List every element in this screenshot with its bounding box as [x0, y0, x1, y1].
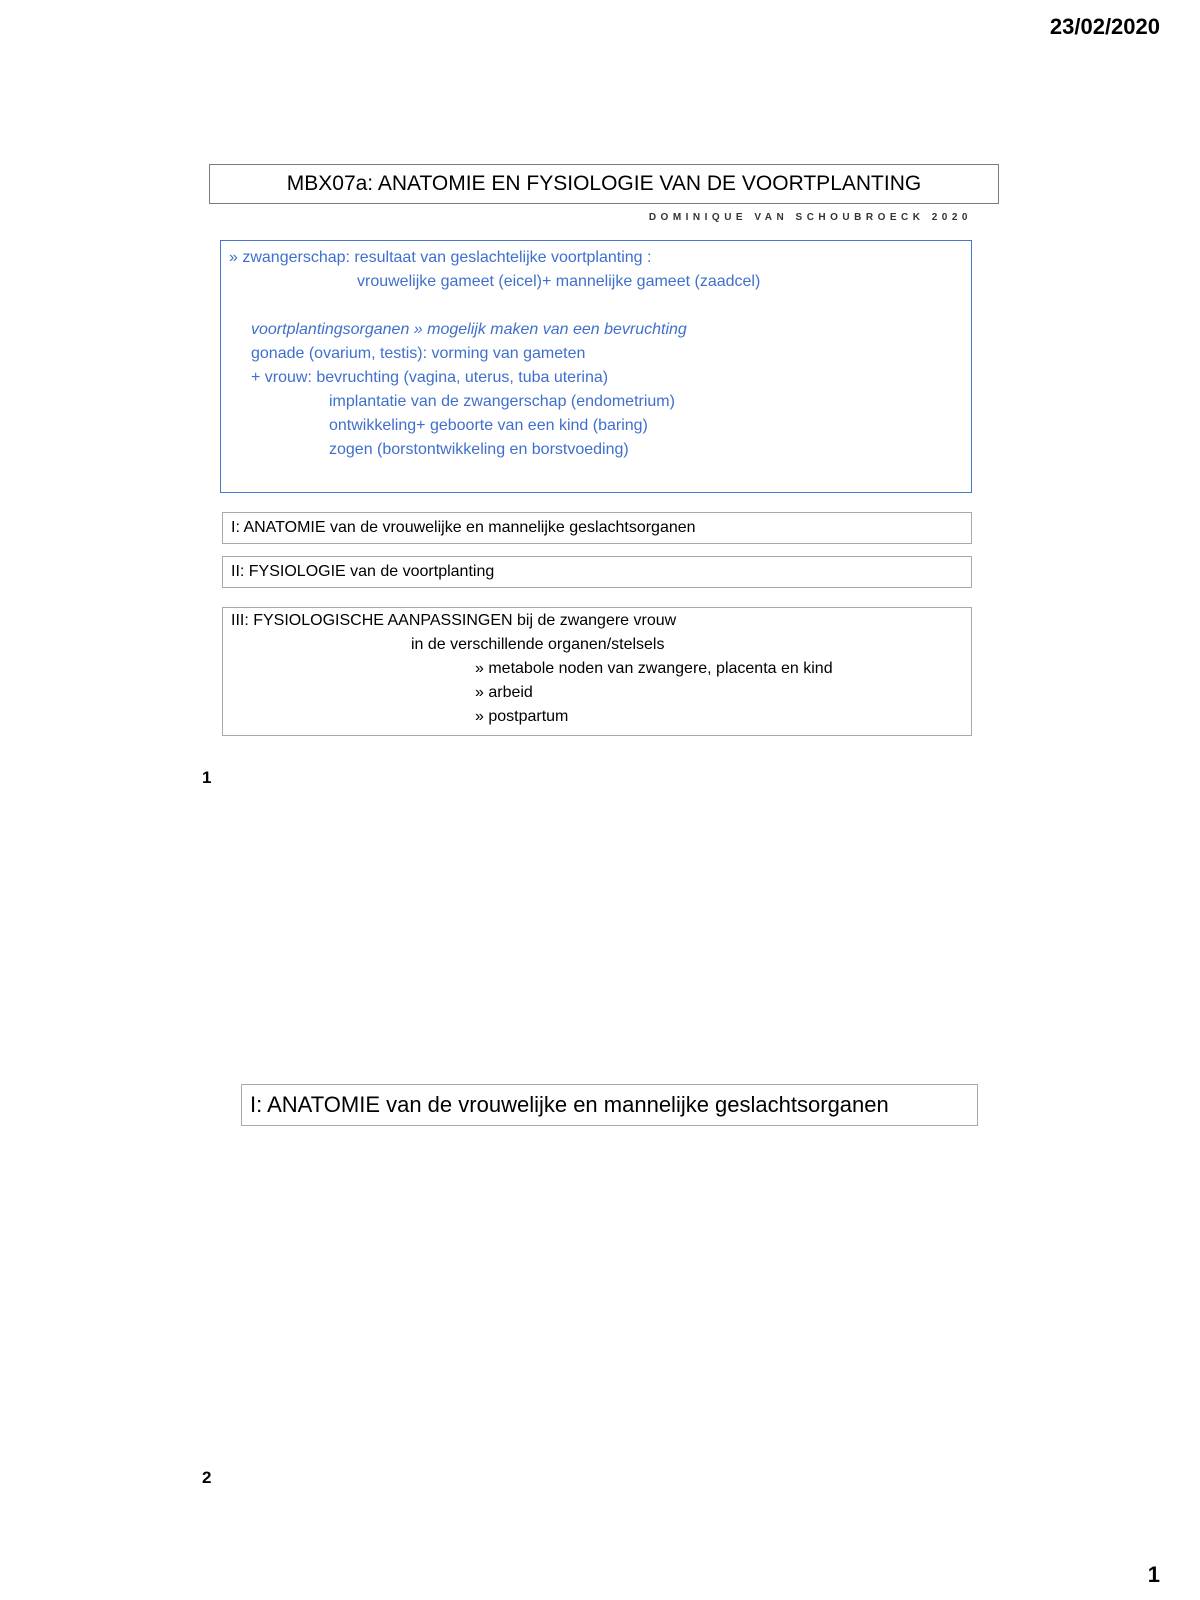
intro-line-2: vrouwelijke gameet (eicel)+ mannelijke gameet (zaadcel) — [357, 273, 761, 290]
intro-line-1: » zwangerschap: resultaat van geslachtelijke voortplanting : — [229, 249, 652, 266]
intro-line-7: ontwikkeling+ geboorte van een kind (baring) — [329, 417, 648, 434]
section3-line-2: in de verschillende organen/stelsels — [411, 636, 665, 653]
section3-line-4: » arbeid — [475, 684, 533, 701]
section3-line-5: » postpartum — [475, 708, 569, 725]
slide1-section-3 — [222, 607, 972, 736]
slide1-author: DOMINIQUE VAN SCHOUBROECK 2020 — [648, 212, 972, 223]
slide1-section-2: II: FYSIOLOGIE van de voortplanting — [222, 556, 972, 588]
slide1-title: MBX07a: ANATOMIE EN FYSIOLOGIE VAN DE VOORTPLANTING — [209, 164, 999, 204]
intro-line-3: voortplantingsorganen » mogelijk maken van een bevruchting — [251, 321, 687, 338]
slide2-number: 2 — [202, 1468, 212, 1487]
document-date: 23/02/2020 — [1049, 14, 1160, 39]
intro-line-5: + vrouw: bevruchting (vagina, uterus, tuba uterina) — [251, 369, 609, 386]
section3-line-3: » metabole noden van zwangere, placenta en kind — [475, 660, 833, 677]
slide1-section-1: I: ANATOMIE van de vrouwelijke en mannelijke geslachtsorganen — [222, 512, 972, 544]
slide1-number: 1 — [202, 768, 212, 787]
page-number: 1 — [1147, 1562, 1160, 1587]
section3-line-1: III: FYSIOLOGISCHE AANPASSINGEN bij de zwangere vrouw — [231, 612, 677, 629]
slide1-intro-box — [220, 240, 972, 493]
intro-line-6: implantatie van de zwangerschap (endometrium) — [329, 393, 675, 410]
intro-line-4: gonade (ovarium, testis): vorming van gameten — [251, 345, 586, 362]
intro-line-8: zogen (borstontwikkeling en borstvoeding) — [329, 441, 629, 458]
slide2-title: I: ANATOMIE van de vrouwelijke en mannelijke geslachtsorganen — [241, 1084, 978, 1126]
